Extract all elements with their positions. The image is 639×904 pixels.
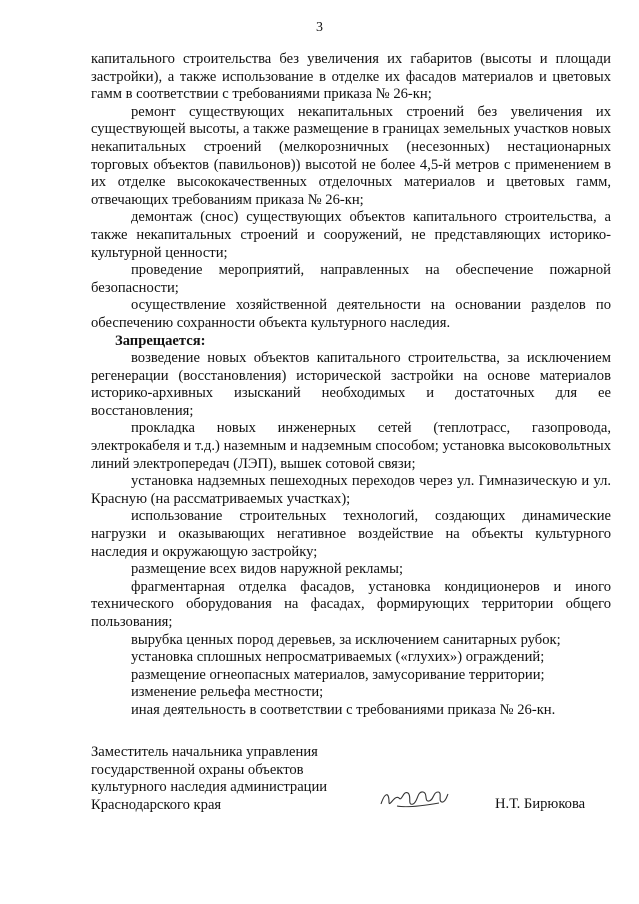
page-number: 3 xyxy=(316,20,323,35)
signer-title-line: государственной охраны объектов xyxy=(91,761,304,778)
paragraph: капитального строительства без увеличения их габаритов (высоты и площади застройки), а также использование в отделке их фасадов материалов и цветовых гамм в соответствии с требованиями приказа № 26-кн; xyxy=(91,51,611,103)
prohibited-item: размещение всех видов наружной рекламы; xyxy=(131,561,404,578)
prohibited-item: установка сплошных непросматриваемых («глухих») ограждений; xyxy=(131,649,545,666)
prohibited-item: установка надземных пешеходных переходов через ул. Гимназическую и ул. Красную (на рассматриваемых участках); xyxy=(91,473,611,507)
paragraph: проведение мероприятий, направленных на обеспечение пожарной безопасности; xyxy=(91,262,611,296)
signature-block xyxy=(91,744,611,814)
prohibited-item: размещение огнеопасных материалов, замусоривание территории; xyxy=(131,666,545,683)
prohibited-item: возведение новых объектов капитального строительства, за исключением регенерации (восстановления) исторической застройки на основе материалов историко-архивных изысканий необходимых и достаточных для ее восстановления; xyxy=(91,350,611,419)
handwritten-signature xyxy=(377,784,451,814)
signer-title-line: Заместитель начальника управления xyxy=(91,744,318,760)
prohibited-item: изменение рельефа местности; xyxy=(131,684,324,701)
document-body xyxy=(91,51,611,720)
prohibited-item: фрагментарная отделка фасадов, установка кондиционеров и иного технического оборудования на фасадах, формирующих территории общего пользования; xyxy=(91,578,611,630)
prohibited-item: использование строительных технологий, создающих динамические нагрузки и оказывающих негативное воздействие на объекты культурного наследия и окружающую застройку; xyxy=(91,508,611,560)
prohibited-item: вырубка ценных пород деревьев, за исключением санитарных рубок; xyxy=(131,631,561,648)
paragraph: демонтаж (снос) существующих объектов капитального строительства, а также некапитальных строений и сооружений, не представляющих историко-культурной ценности; xyxy=(91,209,611,261)
paragraph: ремонт существующих некапитальных строений без увеличения их существующей высоты, а также размещение в границах земельных участков новых некапитальных строений (мелкорозничных (несезонных) нестационарных торговых объектов (павильонов)) высотой не более 4,5-й метров с применением в их отделке высококачественных отделочных материалов и цветовых гамм, отвечающих требованиям приказа № 26-кн; xyxy=(91,103,611,208)
signer-title-line: культурного наследия администрации xyxy=(91,779,328,796)
paragraph: осуществление хозяйственной деятельности на основании разделов по обеспечению сохранности объекта культурного наследия. xyxy=(91,297,611,331)
signer-name: Н.Т. Бирюкова xyxy=(495,796,586,812)
signer-title-line: Краснодарского края xyxy=(91,796,222,813)
prohibited-heading: Запрещается: xyxy=(115,332,206,349)
prohibited-item: прокладка новых инженерных сетей (теплотрасс, газопровода, электрокабеля и т.д.) наземным и надземным способом; установка высоковольтных линий электропередач (ЛЭП), вышек сотовой связи; xyxy=(91,420,611,472)
prohibited-item: иная деятельность в соответствии с требованиями приказа № 26-кн. xyxy=(131,701,556,718)
